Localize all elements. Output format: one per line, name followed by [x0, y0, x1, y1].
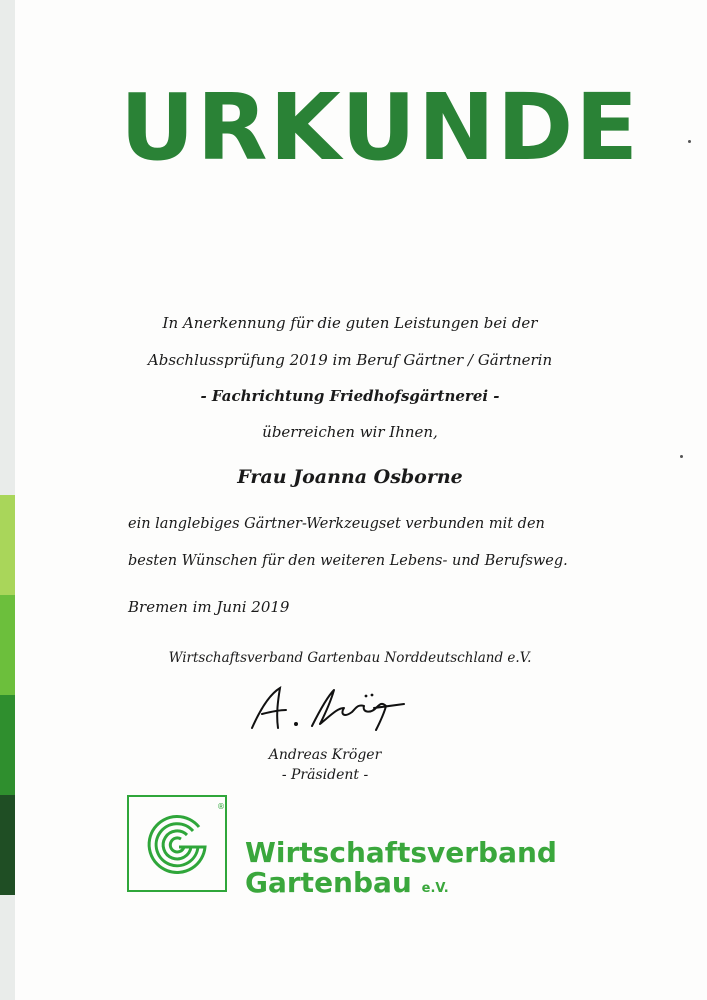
color-bar-light-green	[0, 495, 15, 595]
certificate-title: URKUNDE	[120, 74, 641, 181]
color-bar-green	[0, 595, 15, 695]
signer-name: Andreas Kröger	[268, 747, 382, 763]
intro-line-1: In Anerkennung für die guten Leistungen bei der	[162, 314, 538, 332]
organization-line: Wirtschaftsverband Gartenbau Norddeutschland e.V.	[168, 650, 532, 666]
intro-line-2: Abschlussprüfung 2019 im Beruf Gärtner / Gärtnerin	[147, 351, 553, 369]
handover-line: überreichen wir Ihnen,	[262, 423, 438, 441]
color-bar-dark-green	[0, 695, 15, 795]
paper-speck	[680, 455, 683, 458]
g-swirl-icon	[129, 797, 225, 890]
specialization-line: - Fachrichtung Friedhofsgärtnerei -	[200, 387, 500, 405]
signature	[240, 680, 410, 740]
brand-suffix: e.V.	[421, 881, 449, 896]
brand-name-line-2	[245, 866, 449, 906]
paper-speck	[688, 140, 691, 143]
registered-mark: ®	[217, 802, 225, 811]
signer-role: - Präsident -	[281, 767, 369, 783]
color-bar-darkest-green	[0, 795, 15, 895]
gift-line-2: besten Wünschen für den weiteren Lebens- und Berufsweg.	[128, 553, 568, 569]
gift-line-1: ein langlebiges Gärtner-Werkzeugset verbunden mit den	[128, 516, 545, 532]
association-logo	[127, 795, 227, 892]
brand-gartenbau: Gartenbau	[245, 866, 412, 899]
recipient-name: Frau Joanna Osborne	[237, 466, 463, 488]
place-date: Bremen im Juni 2019	[128, 598, 290, 616]
brand-name-line-1: Wirtschaftsverband	[245, 836, 557, 869]
